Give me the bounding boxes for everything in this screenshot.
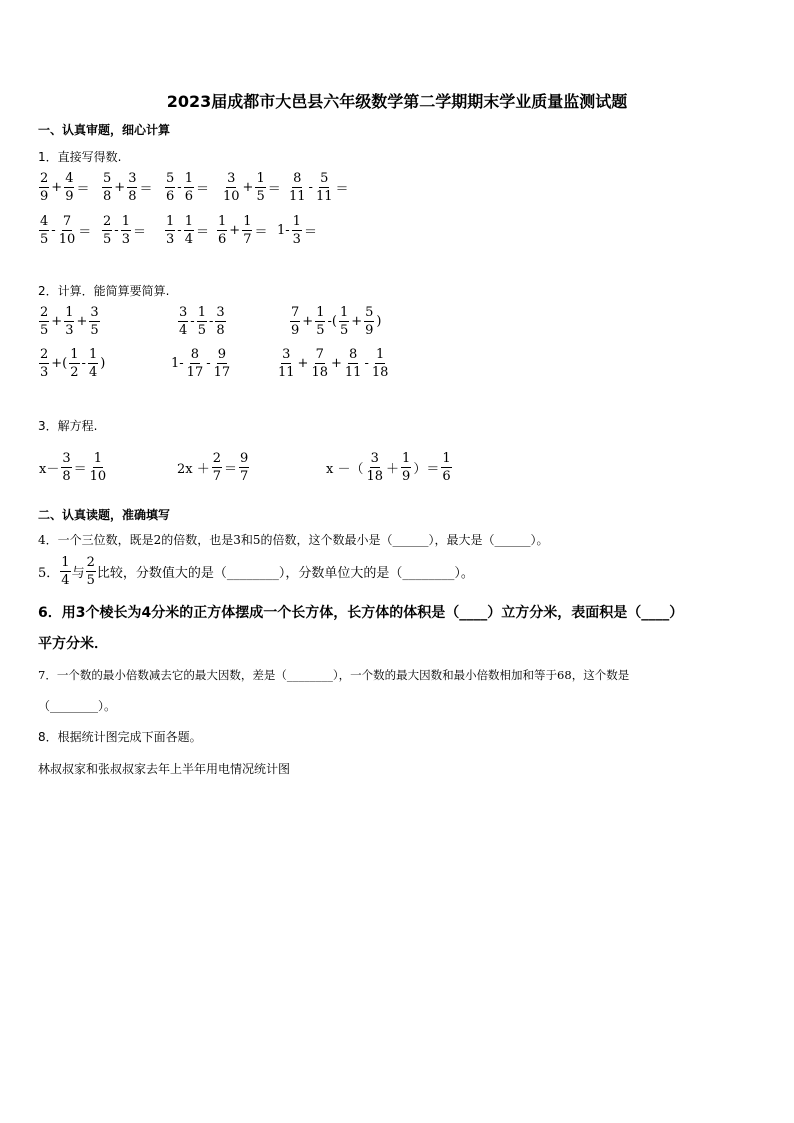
fraction: $\frac{1}{2}$ <box>70 347 79 380</box>
math-expression <box>325 452 453 483</box>
equals-sign: ＝ <box>335 182 349 197</box>
math-expression <box>216 215 268 246</box>
section2-heading: 二、认真读题，准确填写 <box>38 508 171 522</box>
math-expression <box>164 172 210 203</box>
operator: - <box>114 223 119 238</box>
math-expression <box>276 348 390 379</box>
fraction: $\frac{9}{17}$ <box>213 347 231 380</box>
math-expression <box>38 172 90 203</box>
fraction: $\frac{1}{4}$ <box>88 347 98 380</box>
fraction: $\frac{2}{3}$ <box>40 347 49 380</box>
operator: + <box>351 314 363 329</box>
operator: + <box>114 180 126 195</box>
operator: + <box>51 180 63 195</box>
q3-label: 3．解方程. <box>38 419 98 433</box>
fraction: $\frac{2}{5}$ <box>86 555 95 588</box>
q7-line2: （________）。 <box>38 699 117 713</box>
fraction: $\frac{7}{18}$ <box>311 347 328 380</box>
fraction: $\frac{3}{10}$ <box>223 171 240 204</box>
equals-sign: ＝ <box>78 225 92 240</box>
math-expression <box>164 215 210 246</box>
q6-line1: 6．用3个棱长为4分米的正方体摆成一个长方体，长方体的体积是（____）立方分米，表面积是（____） <box>38 605 684 621</box>
equals-sign: ＝ <box>224 462 238 477</box>
fraction: $\frac{5}{8}$ <box>103 171 112 204</box>
operator: - <box>51 223 56 238</box>
fraction: $\frac{1}{3}$ <box>121 214 130 247</box>
page-title: 2023届成都市大邑县六年级数学第二学期期末学业质量监测试题 <box>166 92 628 111</box>
operator: -( <box>327 314 337 329</box>
fraction: $\frac{8}{17}$ <box>186 347 204 380</box>
fraction: $\frac{3}{5}$ <box>90 305 99 338</box>
chart-caption: 林叔叔家和张叔叔家去年上半年用电情况统计图 <box>38 762 291 776</box>
equals-sign: ＝ <box>76 182 90 197</box>
fraction: $\frac{3}{18}$ <box>366 451 384 484</box>
operator: + <box>331 356 342 371</box>
equals-sign: ＝ <box>132 225 146 240</box>
fraction: $\frac{4}{9}$ <box>65 171 74 204</box>
fraction: $\frac{2}{5}$ <box>40 305 49 338</box>
equals-sign: ＝ <box>195 225 209 240</box>
fraction: $\frac{7}{10}$ <box>58 214 76 247</box>
fraction: $\frac{1}{7}$ <box>243 214 252 247</box>
math-expression <box>38 452 108 483</box>
operator: - <box>308 180 313 195</box>
fraction: $\frac{1}{3}$ <box>292 214 301 247</box>
fraction: $\frac{3}{4}$ <box>179 305 188 338</box>
equals-sign: ＝ <box>139 182 153 197</box>
equals-sign: ＝ <box>73 462 87 477</box>
fraction: $\frac{3}{8}$ <box>62 451 71 484</box>
math-expression <box>289 306 382 337</box>
fraction: $\frac{1}{5}$ <box>197 305 206 338</box>
fraction: $\frac{9}{7}$ <box>240 451 249 484</box>
operator: ＋ <box>386 462 400 477</box>
fraction: $\frac{8}{11}$ <box>289 171 306 204</box>
q7-line1: 7．一个数的最小倍数减去它的最大因数，差是（________），一个数的最大因数和最小倍数相加和等于68，这个数是 <box>38 668 630 682</box>
math-expression <box>176 452 250 483</box>
operator: + <box>76 314 88 329</box>
fraction: $\frac{2}{5}$ <box>103 214 112 247</box>
section1-heading: 一、认真审题，细心计算 <box>38 123 171 137</box>
equals-sign: ＝ <box>195 182 209 197</box>
fraction: $\frac{1}{18}$ <box>371 347 389 380</box>
fraction: $\frac{8}{11}$ <box>344 347 362 380</box>
fraction: $\frac{1}{5}$ <box>316 305 325 338</box>
close-paren: ）＝ <box>413 462 440 477</box>
fraction: $\frac{1}{5}$ <box>256 171 265 204</box>
q2-label: 2．计算．能简算要简算. <box>38 284 170 298</box>
operator: - <box>177 180 182 195</box>
prefix: 1- <box>171 356 184 371</box>
fraction: $\frac{1}{6}$ <box>442 451 451 484</box>
fraction: $\frac{3}{8}$ <box>216 305 225 338</box>
q5-connector: 与 <box>71 566 85 581</box>
math-expression <box>170 348 232 379</box>
fraction: $\frac{1}{4}$ <box>61 555 70 588</box>
fraction: $\frac{1}{9}$ <box>402 451 411 484</box>
fraction: $\frac{1}{10}$ <box>89 451 107 484</box>
operator: - <box>364 356 369 371</box>
equals-sign: ＝ <box>267 182 281 197</box>
fraction: $\frac{5}{11}$ <box>315 171 333 204</box>
fraction: $\frac{5}{6}$ <box>166 171 175 204</box>
prefix: x－ <box>39 462 60 477</box>
prefix: 2x ＋ <box>177 462 210 477</box>
fraction: $\frac{5}{9}$ <box>365 305 374 338</box>
operator: - <box>208 314 214 329</box>
operator: + <box>242 180 254 195</box>
q5-number: 5． <box>38 566 60 581</box>
equals-sign: ＝ <box>254 225 268 240</box>
fraction: $\frac{3}{11}$ <box>278 347 295 380</box>
q5-tail: 比较，分数值大的是（________），分数单位大的是（________）。 <box>96 566 474 581</box>
fraction: $\frac{1}{3}$ <box>166 214 175 247</box>
equals-sign: ＝ <box>303 225 317 240</box>
math-expression <box>221 172 282 203</box>
fraction: $\frac{1}{3}$ <box>65 305 74 338</box>
operator: - <box>190 314 195 329</box>
math-expression <box>38 348 106 379</box>
math-expression <box>38 306 101 337</box>
operator: +( <box>51 356 68 371</box>
close-paren: ) <box>100 356 106 371</box>
fraction: $\frac{4}{5}$ <box>40 214 49 247</box>
fraction: $\frac{1}{5}$ <box>339 305 349 338</box>
operator: + <box>302 314 314 329</box>
math-expression <box>287 172 350 203</box>
q4-text: 4．一个三位数，既是2的倍数，也是3和5的倍数，这个数最小是（______），最大是（______）。 <box>38 533 549 547</box>
math-expression <box>177 306 227 337</box>
fraction: $\frac{1}{6}$ <box>218 214 227 247</box>
math-expression <box>101 172 153 203</box>
fraction: $\frac{2}{9}$ <box>40 171 49 204</box>
prefix: x －（ <box>326 462 364 477</box>
q1-label: 1．直接写得数. <box>38 150 122 164</box>
operator: - <box>206 356 211 371</box>
operator: - <box>177 223 182 238</box>
fraction: $\frac{1}{6}$ <box>184 171 193 204</box>
fraction: $\frac{1}{4}$ <box>184 214 193 247</box>
operator: - <box>81 356 86 371</box>
fraction: $\frac{7}{9}$ <box>291 305 300 338</box>
q6-line2: 平方分米． <box>38 636 108 652</box>
fraction: $\frac{2}{7}$ <box>212 451 222 484</box>
math-expression <box>38 215 92 246</box>
operator: + <box>51 314 63 329</box>
operator: + <box>229 223 241 238</box>
q8-text: 8．根据统计图完成下面各题。 <box>38 730 202 744</box>
fraction: $\frac{3}{8}$ <box>128 171 137 204</box>
math-expression <box>101 215 147 246</box>
operator: + <box>297 356 309 371</box>
close-paren: ) <box>376 314 382 329</box>
prefix: 1- <box>277 223 290 238</box>
q5-text <box>38 556 474 587</box>
math-expression <box>276 215 318 246</box>
